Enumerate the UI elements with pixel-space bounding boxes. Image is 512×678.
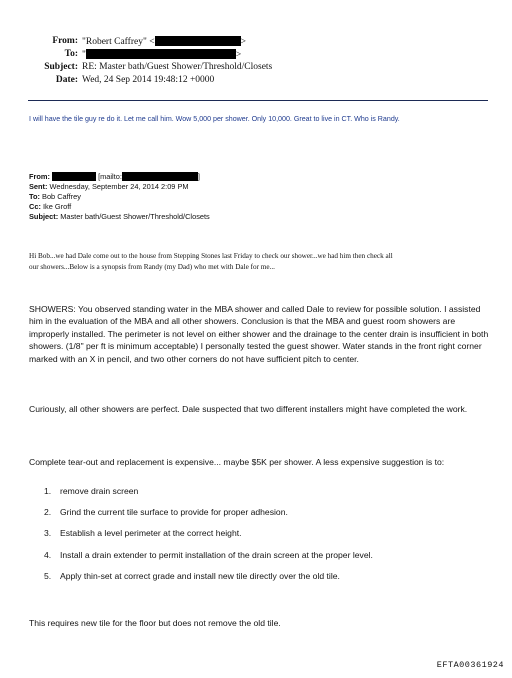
list-item xyxy=(29,570,491,591)
list-text: Install a drain extender to permit installation of the drain screen at the proper level. xyxy=(60,549,373,560)
list-text: Establish a level perimeter at the correct height. xyxy=(60,528,242,539)
orig-cc-line xyxy=(29,202,71,211)
list-item xyxy=(29,527,491,548)
suggestion-paragraph: Complete tear-out and replacement is expensive... maybe $5K per shower. A less expensive suggestion is to: xyxy=(29,457,445,467)
to-label: To: xyxy=(64,49,78,59)
to-tail: > xyxy=(235,50,242,60)
list-item xyxy=(29,549,491,570)
orig-from-mailto: [mailto: xyxy=(98,172,122,181)
from-tail: > xyxy=(240,37,246,47)
redaction-bar xyxy=(155,36,241,46)
orig-to-label: To: xyxy=(29,192,40,201)
date-value: Wed, 24 Sep 2014 19:48:12 +0000 xyxy=(82,75,215,85)
intro-line-2: our showers...Below is a synopsis from Randy (my Dad) who met with Dale for me... xyxy=(29,263,275,271)
orig-to-line xyxy=(29,192,81,201)
from-name: "Robert Caffrey" < xyxy=(82,37,155,47)
redaction-bar xyxy=(52,172,96,181)
reply-text: I will have the tile guy re do it. Let me call him. Wow 5,000 per shower. Only 10,000. Great to live in CT. Who is Randy. xyxy=(29,115,400,123)
to-quote: " xyxy=(82,50,86,60)
from-value xyxy=(82,36,246,47)
subject-label: Subject: xyxy=(44,62,78,72)
list-text: remove drain screen xyxy=(60,486,139,496)
redaction-bar xyxy=(86,49,236,59)
to-value xyxy=(82,49,241,60)
orig-subject-value: Master bath/Guest Shower/Threshold/Closets xyxy=(60,212,210,221)
list-item xyxy=(29,506,491,527)
list-number: 2. xyxy=(44,507,52,518)
orig-cc-label: Cc: xyxy=(29,202,41,211)
list-number: 3. xyxy=(44,528,52,539)
orig-from-label: From: xyxy=(29,172,50,181)
orig-cc-value: Ike Groff xyxy=(42,202,72,211)
list-number: 5. xyxy=(44,570,52,581)
curiously-paragraph: Curiously, all other showers are perfect. Dale suspected that two different installers might have completed the work. xyxy=(29,404,468,414)
suggestion-list xyxy=(29,485,491,591)
intro-text xyxy=(29,251,499,273)
redaction-bar xyxy=(122,172,198,181)
orig-sent-line xyxy=(29,182,189,191)
orig-from-line xyxy=(29,172,200,181)
list-item xyxy=(29,485,491,506)
orig-sent-label: Sent: xyxy=(29,182,48,191)
orig-to-value: Bob Caffrey xyxy=(42,192,81,201)
orig-subject-label: Subject: xyxy=(29,212,59,221)
header-divider xyxy=(28,100,488,101)
orig-sent-value: Wednesday, September 24, 2014 2:09 PM xyxy=(49,182,189,191)
showers-paragraph: SHOWERS: You observed standing water in the MBA shower and called Dale to review for possible solution. I assisted him in the evaluation of the MBA and all other showers. Conclusion is that the MBA and guest room showers are improperly installed. The perimeter is not level on either shower and the drainage to the center drain is insufficient in both showers. (1/8" per ft is minimum acceptable) I personally tested the guest shower. Water stands in the front right corner marked with an X in pencil, and two other corners do not have sufficient pitch to center. xyxy=(29,304,489,364)
date-label: Date: xyxy=(55,75,78,85)
orig-subject-line xyxy=(29,212,210,221)
list-number: 1. xyxy=(44,486,52,496)
list-number: 4. xyxy=(44,549,52,560)
document-id: EFTA00361924 xyxy=(436,660,504,670)
list-text: Apply thin-set at correct grade and install new tile directly over the old tile. xyxy=(60,570,340,581)
subject-value: RE: Master bath/Guest Shower/Threshold/Closets xyxy=(82,62,273,72)
list-text: Grind the current tile surface to provide for proper adhesion. xyxy=(60,507,288,518)
orig-from-close: ] xyxy=(197,172,200,181)
intro-line-1: Hi Bob...we had Dale come out to the house from Stepping Stones last Friday to check our shower...we had him then check all xyxy=(29,252,393,260)
closing-paragraph: This requires new tile for the floor but does not remove the old tile. xyxy=(29,618,281,628)
from-label: From: xyxy=(52,36,78,46)
